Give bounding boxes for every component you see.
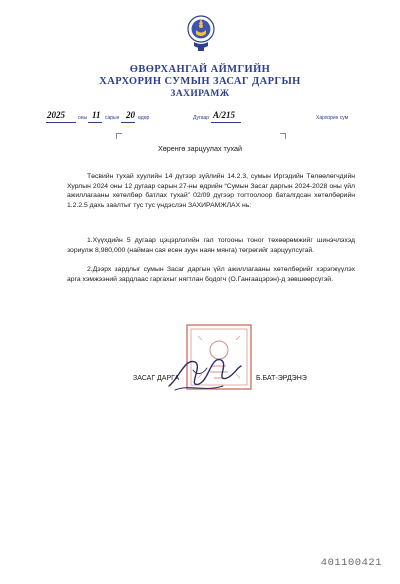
header-decree: ЗАХИРАМЖ [170, 89, 230, 99]
signatory-name: Б.БАТ-ЭРДЭНЭ [256, 375, 307, 382]
date-number-row [0, 110, 400, 126]
month-label: сарын [105, 115, 120, 121]
header-aimag: ӨВӨРХАНГАЙ АЙМГИЙН [129, 64, 271, 75]
subject-bracket-left [116, 133, 122, 139]
header-sum-governor: ХАРХОРИН СУМЫН ЗАСАГ ДАРГЫН [99, 76, 301, 87]
day-underline [121, 122, 135, 123]
signatory-title: ЗАСАГ ДАРГА [133, 375, 180, 382]
paragraph-preamble: Төсвийн тухай хуулийн 14 дүгээр зүйлийн 14.2.3, сумын Иргэдийн Төлөөлөгчдийн Хурлын 2024 оны 12 дугаар сарын 27-ны өдрийн “Сумын Засаг даргын 2024-2028 оны үйл ажиллагааны хөтөлбөр батлах тухай” 02/09 дүгээр тогтоолоор баталгдсан хөтөлбөрийн 1.2.2.5 дахь заалтыг тус тус үндэслэн ЗАХИРАМЖЛАХ нь: [67, 173, 355, 209]
year-underline [46, 122, 76, 123]
number-label: Дугаар [193, 115, 210, 121]
day-label: өдөр [138, 115, 150, 121]
handwritten-signature-icon [165, 348, 245, 396]
paragraph-item-1: 1.Хүүхдийн 5 дугаар цэцэрлэгийн гал тогооны тоног төхөөрөмжийг шинэчлэхэд зориулж 8,980,000 (найман сая есөн зуун наян мянга) төгрөгийг зарцуулсугай. [67, 237, 355, 254]
month-value: 11 [92, 110, 101, 120]
paragraph-item-2: 2.Дээрх зардлыг сумын Засаг даргын үйл ажиллагааны хөтөлбөрийг хэрэгжүүлэх арга хэмжээний зардлаас гаргахыг нягтлан бодогч (О.Ганғаацэрэн)-д зөвшөөрсүгэй. [67, 266, 355, 283]
document-serial-number: 401100421 [320, 557, 382, 569]
year-value: 2025 [47, 110, 65, 120]
number-underline [211, 122, 241, 123]
place-label: Хархорин сум [316, 115, 349, 121]
subject-bracket-right [280, 133, 286, 139]
state-emblem-icon [186, 12, 216, 54]
year-label: оны [78, 115, 88, 121]
number-value: А/215 [213, 110, 236, 120]
month-underline [88, 122, 102, 123]
day-value: 20 [126, 110, 135, 120]
subject-title: Хөренгө зарцуулах тухай [157, 144, 243, 153]
